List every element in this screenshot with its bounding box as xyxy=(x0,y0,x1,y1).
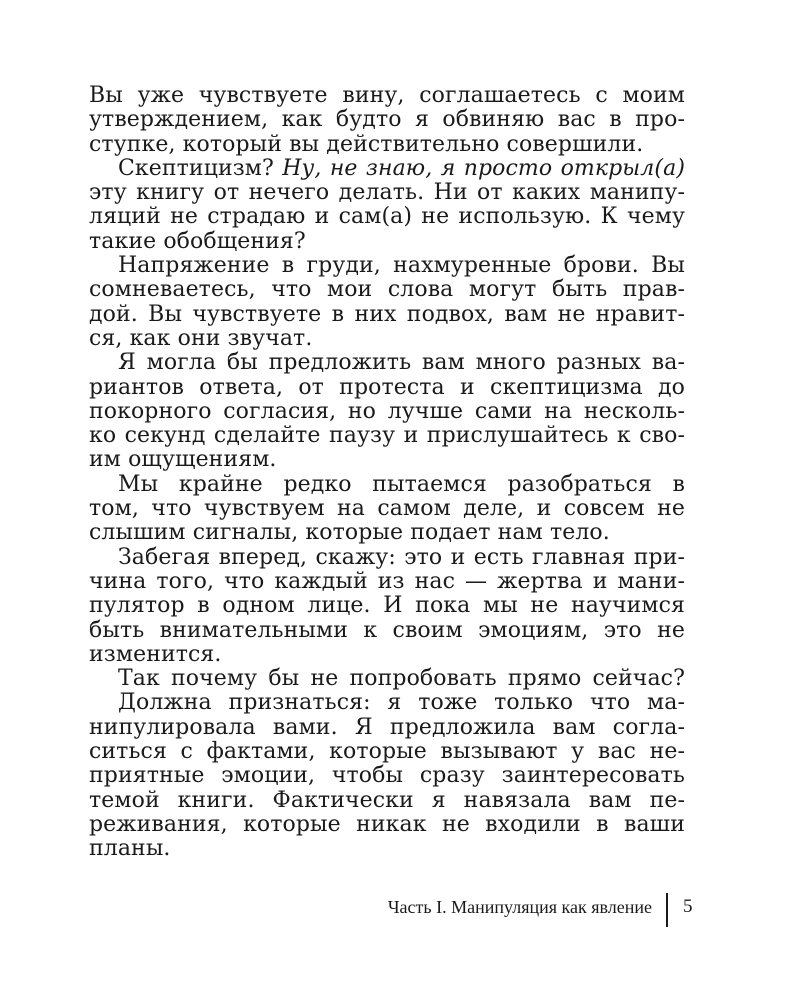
text-line: им ощущениям. xyxy=(89,447,277,473)
text-line: пулятор в одном лице. И пока мы не научимся xyxy=(89,593,685,619)
italic-segment: Ну, не знаю, я просто открыл(а) xyxy=(282,155,686,181)
text-line xyxy=(89,157,685,181)
text-line: реживания, которые никак не входили в ваши xyxy=(89,811,685,837)
text-line: Должна признаться: я тоже только что ма- xyxy=(118,690,685,716)
footer-divider xyxy=(666,893,668,927)
text-line: ляций не страдаю и сам(а) не использую. К чему xyxy=(89,204,685,230)
text-line: Я могла бы предложить вам много разных ва- xyxy=(118,350,685,376)
text-line: приятные эмоции, чтобы сразу заинтересовать xyxy=(89,763,685,789)
text-line: планы. xyxy=(89,836,171,862)
page-number: 5 xyxy=(683,896,693,917)
text-line: ступке, который вы действительно совершили. xyxy=(89,131,644,157)
text-line: риантов ответа, от протеста и скептицизма до xyxy=(89,374,685,400)
text-line: слышим сигналы, которые подает нам тело. xyxy=(89,520,610,546)
running-head: Часть I. Манипуляция как явление xyxy=(387,897,652,917)
text-line: покорного согласия, но лучше сами на несколь- xyxy=(89,398,685,424)
text-line: ся, как они звучат. xyxy=(89,325,313,351)
text-line: том, что чувствуем на самом деле, и совсем не xyxy=(89,496,685,522)
body-text xyxy=(89,84,685,862)
text-line: Напряжение в груди, нахмуренные брови. Вы xyxy=(118,253,685,279)
text-line: Забегая вперед, скажу: это и есть главная при- xyxy=(118,544,685,570)
text-line: дой. Вы чувствуете в них подвох, вам не нравит- xyxy=(89,301,685,327)
text-segment: Скептицизм? xyxy=(118,155,283,181)
text-line: изменится. xyxy=(89,641,222,667)
text-line: чина того, что каждый из нас — жертва и мани- xyxy=(89,568,685,594)
text-line: темой книги. Фактически я навязала вам пе- xyxy=(89,787,685,813)
text-line: сомневаетесь, что мои слова могут быть прав- xyxy=(89,277,685,303)
text-line: ситься с фактами, которые вызывают у вас не- xyxy=(89,739,685,765)
text-line: такие обобщения? xyxy=(89,228,306,254)
text-line: быть внимательными к своим эмоциям, это не xyxy=(89,617,685,643)
text-line: эту книгу от нечего делать. Ни от каких манипу- xyxy=(89,180,685,206)
page-footer xyxy=(0,893,800,933)
text-line: Так почему бы не попробовать прямо сейчас? xyxy=(118,666,685,692)
text-line: нипулировала вами. Я предложила вам согла- xyxy=(89,714,685,740)
text-line: Мы крайне редко пытаемся разобраться в xyxy=(118,471,685,497)
text-line: утверждением, как будто я обвиняю вас в про- xyxy=(89,107,685,133)
text-line: ко секунд сделайте паузу и прислушайтесь к сво- xyxy=(89,423,685,449)
text-line: Вы уже чувствуете вину, соглашаетесь с моим xyxy=(89,83,685,108)
